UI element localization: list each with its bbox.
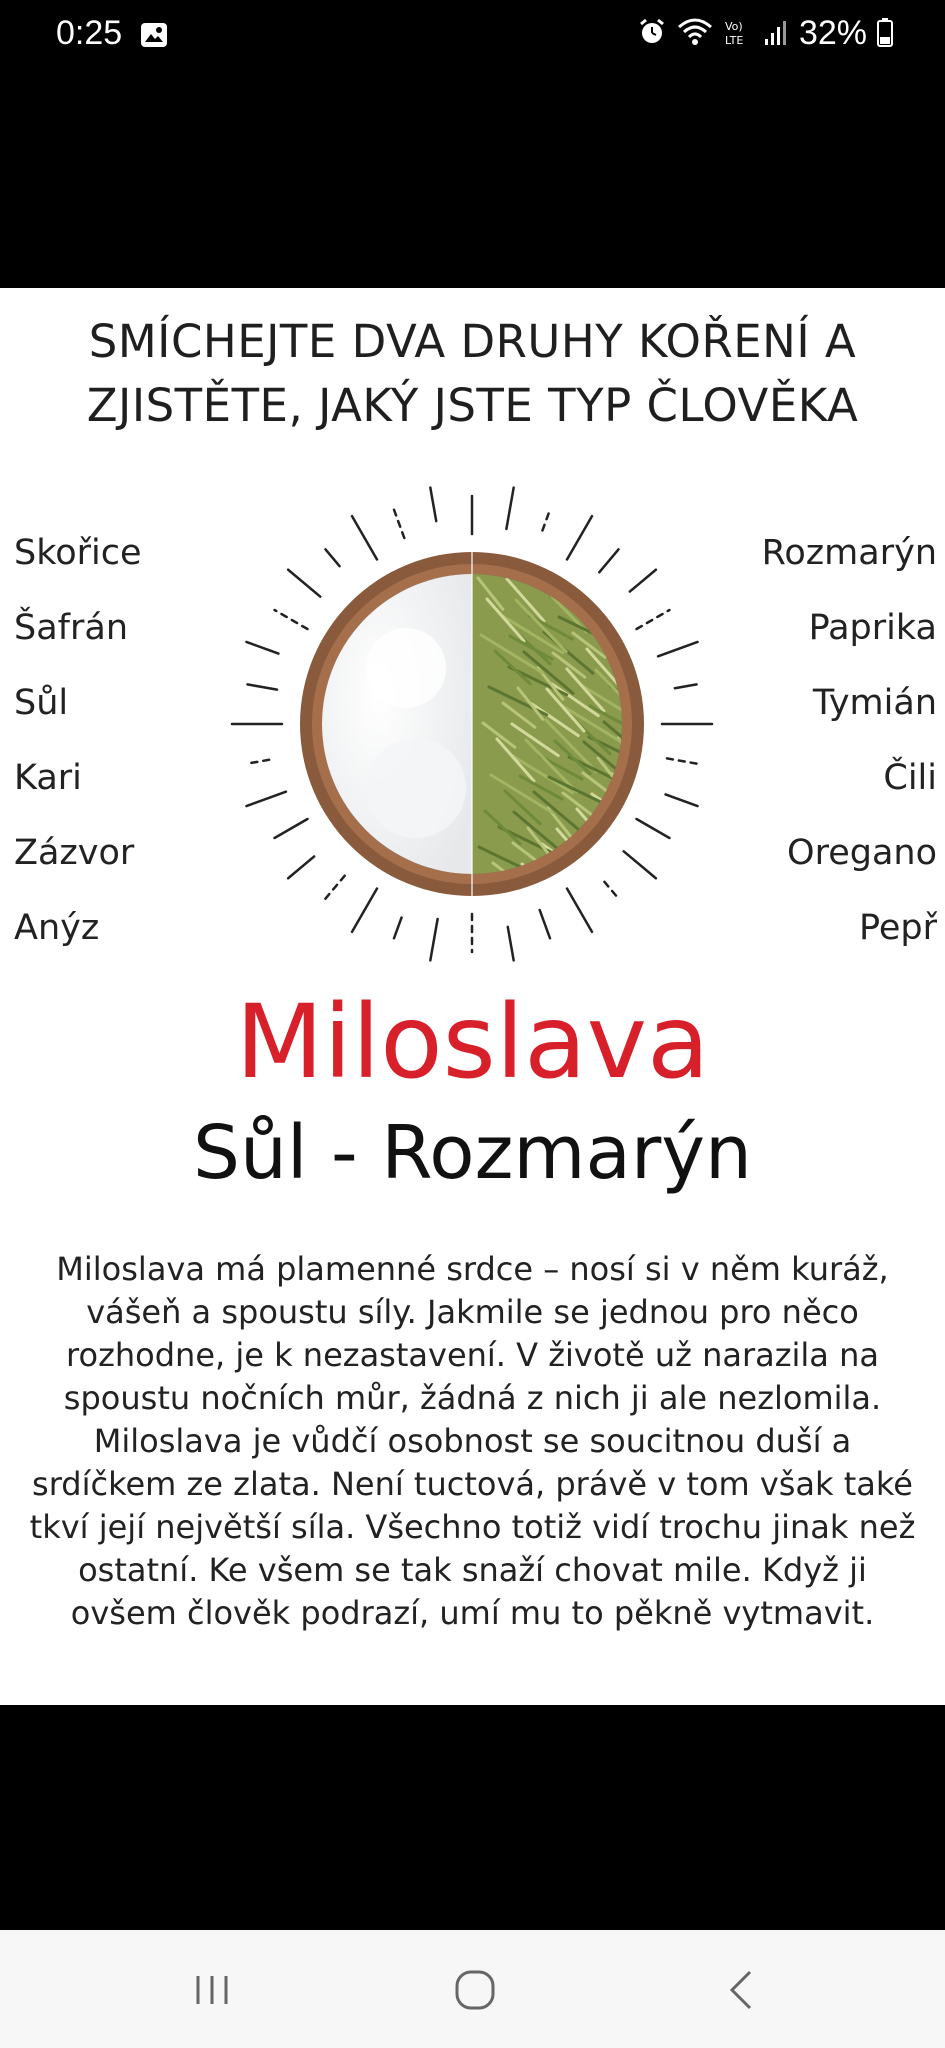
back-icon[interactable] [712,1960,772,2020]
spice-anyz: Anýz [14,908,100,948]
svg-text:Vo): Vo) [724,19,743,33]
headline-line-2: ZJISTĚTE, JAKÝ JSTE TYP ČLOVĚKA [86,379,859,432]
persona-combination: Sůl - Rozmarýn [193,1110,752,1196]
headline [0,310,945,438]
spice-tymian: Tymián [812,683,937,723]
left-spice-list [14,516,142,966]
spice-bowl-illustration [216,468,728,980]
navigation-bar [0,1930,945,2048]
battery-icon [877,17,893,51]
recent-apps-icon[interactable] [182,1960,242,2020]
spice-rozmaryn: Rozmarýn [761,533,937,573]
post-image [0,288,945,1705]
volte-icon [723,17,753,51]
persona-description: Miloslava má plamenné srdce – nosí si v něm kuráž, vášeň a spoustu síly. Jakmile se jednou pro něco rozhodne, je k nezastavení. V životě už narazila na spoustu nočních můr, žádná z nich ji ale nezlomila. Miloslava je vůdčí osobnost se soucitnou duší a srdíčkem ze zlata. Není tuctová, právě v tom však také tkví její největší síla. Všechno totiž vidí trochu jinak než ostatní. Ke všem se tak snaží chovat mile. Když ji ovšem člověk podrazí, umí mu to pěkně vytmavit. [29,1250,916,1632]
spice-sul: Sůl [14,683,69,723]
signal-icon [763,17,789,51]
spice-zazvor: Zázvor [14,833,135,873]
home-icon[interactable] [445,1960,505,2020]
status-bar [0,0,945,72]
spice-safran: Šafrán [14,608,129,648]
persona-name: Miloslava [235,983,710,1102]
spice-paprika: Paprika [808,608,937,648]
battery-percent: 32% [798,14,867,52]
spice-kari: Kari [14,758,82,798]
headline-line-1: SMÍCHEJTE DVA DRUHY KOŘENÍ A [88,315,857,368]
status-icons [637,14,893,53]
spice-cili: Čili [883,758,937,798]
spice-skorice: Skořice [14,533,142,573]
wifi-icon [677,17,713,51]
svg-text:LTE: LTE [724,33,744,47]
alarm-icon [637,17,667,51]
spice-pepr: Pepř [859,908,937,948]
right-spice-list [762,516,937,966]
spice-oregano: Oregano [787,833,937,873]
status-time: 0:25 [56,14,123,52]
gallery-icon [140,22,168,48]
